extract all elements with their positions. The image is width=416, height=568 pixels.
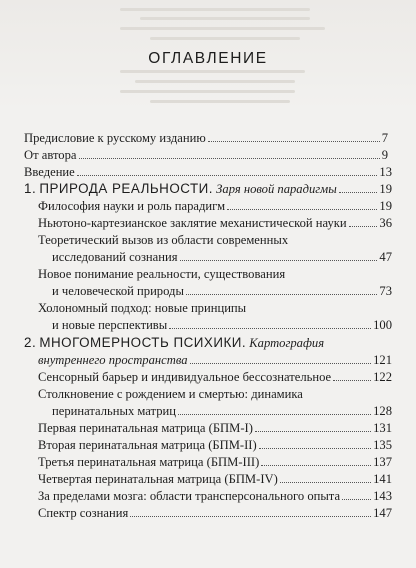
entry-page: 73 — [379, 284, 392, 298]
entry-page: 121 — [373, 353, 392, 367]
chapter-subtitle: Заря новой парадигмы — [216, 182, 337, 196]
toc-entry-ch2-s7[interactable] — [38, 488, 392, 504]
toc-chapter-2[interactable] — [38, 352, 392, 368]
toc-entry-ch1-s2[interactable] — [38, 215, 392, 231]
leader-dots — [349, 216, 378, 227]
entry-page: 143 — [373, 489, 392, 503]
entry-text: и человеческой природы — [52, 284, 184, 298]
toc-entry-ch1-s5-line1[interactable]: Холономный подход: новые принципы — [38, 301, 247, 315]
entry-text: исследований сознания — [52, 250, 178, 264]
toc-entry-ch2-s2[interactable] — [52, 403, 392, 419]
leader-dots — [333, 370, 371, 381]
chapter-title: ПРИРОДА РЕАЛЬНОСТИ. — [39, 181, 213, 196]
toc-entry-ch2-s1[interactable] — [38, 369, 392, 385]
chapter-subtitle-cont: внутреннего пространства — [38, 353, 188, 367]
leader-dots — [255, 421, 371, 432]
leader-dots — [261, 455, 371, 466]
toc-entry-ch1-s3[interactable] — [52, 249, 392, 265]
entry-page: 7 — [381, 131, 388, 145]
chapter-number: 2. — [24, 335, 37, 350]
leader-dots — [227, 199, 377, 210]
entry-text: перинатальных матриц — [52, 404, 176, 418]
entry-page: 13 — [379, 165, 392, 179]
toc-entry-ch1-s1[interactable] — [38, 198, 392, 214]
leader-dots — [208, 131, 380, 142]
leader-dots — [342, 489, 371, 500]
leader-dots — [259, 438, 371, 449]
entry-page: 141 — [373, 472, 392, 486]
entry-text: Предисловие к русскому изданию — [24, 131, 206, 145]
entry-text: Введение — [24, 165, 75, 179]
toc-entry-author[interactable] — [24, 147, 388, 163]
chapter-subtitle: Картография — [249, 336, 325, 350]
entry-text: От автора — [24, 148, 77, 162]
entry-text: Третья перинатальная матрица (БПМ-III) — [38, 455, 260, 469]
entry-text: Вторая перинатальная матрица (БПМ-II) — [38, 438, 257, 452]
toc-entry-ch2-s8[interactable] — [38, 505, 392, 521]
entry-text: Четвертая перинатальная матрица (БПМ-IV) — [38, 472, 278, 486]
entry-page: 137 — [373, 455, 392, 469]
entry-page: 100 — [373, 318, 392, 332]
entry-text: и новые перспективы — [52, 318, 168, 332]
leader-dots — [180, 250, 378, 261]
toc-entry-ch2-s3[interactable] — [38, 420, 392, 436]
toc-entry-ch1-s5[interactable] — [52, 317, 392, 333]
toc-entry-ch1-s4[interactable] — [52, 283, 392, 299]
toc-entry-ch2-s5[interactable] — [38, 454, 392, 470]
toc-entry-intro[interactable] — [24, 164, 392, 180]
entry-page: 9 — [381, 148, 388, 162]
entry-page: 19 — [379, 182, 392, 196]
entry-page: 36 — [379, 216, 392, 230]
leader-dots — [339, 182, 378, 193]
entry-text: Сенсорный барьер и индивидуальное бессознательное — [38, 370, 332, 384]
toc-entry-ch2-s4[interactable] — [38, 437, 392, 453]
leader-dots — [280, 472, 371, 483]
toc-entry-preface[interactable] — [24, 130, 388, 146]
toc-chapter-1[interactable] — [24, 181, 392, 197]
entry-text: Ньютоно-картезианское заклятие механистической науки — [38, 216, 347, 230]
leader-dots — [178, 404, 371, 415]
leader-dots — [169, 318, 371, 329]
leader-dots — [79, 148, 380, 159]
entry-page: 128 — [373, 404, 392, 418]
toc-entry-ch1-s4-line1[interactable]: Новое понимание реальности, существования — [38, 267, 286, 281]
toc-entry-ch1-s3-line1[interactable]: Теоретический вызов из области современных — [38, 233, 289, 247]
entry-page: 147 — [373, 506, 392, 520]
chapter-title: МНОГОМЕРНОСТЬ ПСИХИКИ. — [39, 335, 247, 350]
toc-entry-ch2-s2-line1[interactable]: Столкновение с рождением и смертью: динамика — [38, 387, 303, 401]
leader-dots — [190, 353, 372, 364]
leader-dots — [186, 284, 377, 295]
entry-page: 19 — [379, 199, 392, 213]
toc-heading: ОГЛАВЛЕНИЕ — [148, 50, 268, 67]
leader-dots — [130, 506, 371, 517]
entry-page: 135 — [373, 438, 392, 452]
entry-text: За пределами мозга: области трансперсонального опыта — [38, 489, 341, 503]
entry-text: Спектр сознания — [38, 506, 129, 520]
entry-page: 47 — [379, 250, 392, 264]
toc-chapter-2-line1[interactable] — [24, 335, 324, 351]
entry-page: 131 — [373, 421, 392, 435]
entry-page: 122 — [373, 370, 392, 384]
entry-text: Философия науки и роль парадигм — [38, 199, 226, 213]
toc-entry-ch2-s6[interactable] — [38, 471, 392, 487]
leader-dots — [77, 165, 378, 176]
chapter-number: 1. — [24, 181, 37, 196]
entry-text: Первая перинатальная матрица (БПМ-I) — [38, 421, 253, 435]
